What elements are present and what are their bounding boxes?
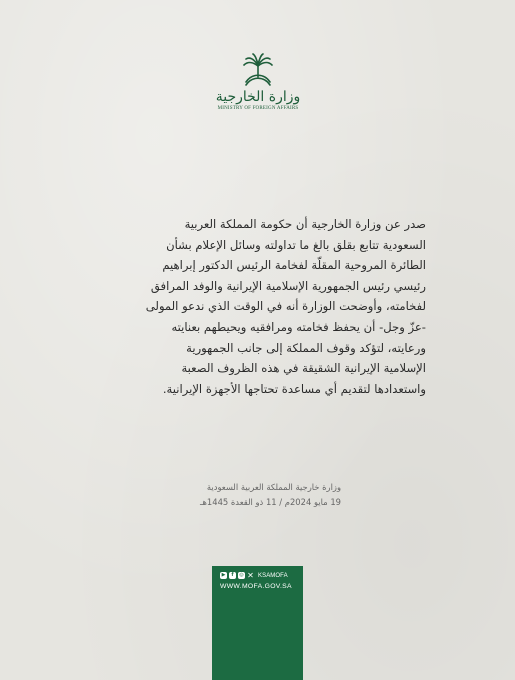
statement-line: صدر عن وزارة الخارجية أن حكومة المملكة العربية [184, 217, 426, 231]
statement-line: الطائرة المروحية المقلّة لفخامة الرئيس الدكتور إبراهيم [162, 258, 426, 273]
ministry-logo [215, 52, 301, 132]
ministry-name-arabic: وزارة الخارجية [215, 89, 301, 105]
youtube-icon[interactable]: ▶ [221, 572, 226, 578]
statement-line: رئيسي رئيس الجمهورية الإسلامية الإيرانية والوفد المرافق [150, 278, 426, 293]
signature-block [200, 480, 341, 510]
social-handle[interactable]: KSAMOFA [258, 572, 288, 579]
website-link[interactable]: WWW.MOFA.GOV.SA [220, 583, 292, 590]
statement-line: الإسلامية الإيرانية الشقيقة في هذه الظروف الصعبة [181, 361, 426, 376]
footer-contact-box [212, 566, 303, 680]
x-icon[interactable]: ✕ [247, 571, 254, 580]
facebook-icon[interactable]: f [229, 572, 236, 579]
ministry-name-english: MINISTRY OF FOREIGN AFFAIRS [217, 106, 299, 111]
statement-line: السعودية تتابع بقلق بالغ ما تداولته وسائل الإعلام بشأن [166, 237, 426, 252]
palm-and-swords-emblem-icon [238, 52, 278, 88]
statement-line: -عزّ وجل- أن يحفظ فخامته ومرافقيه ويحيطهم بعنايته [171, 319, 426, 334]
statement-line: لفخامته، وأوضحت الوزارة أنه في الوقت الذي ندعو المولى [145, 299, 426, 314]
social-links [220, 572, 297, 579]
instagram-icon[interactable]: ◎ [239, 572, 244, 578]
signature-date: 19 مايو 2024م / 11 ذو القعدة 1445هـ [200, 497, 341, 507]
statement-text [90, 214, 426, 399]
signature-issuer: وزارة خارجية المملكة العربية السعودية [206, 482, 341, 492]
statement-line: واستعدادها لتقديم أي مساعدة تحتاجها الأجهزة الإيرانية. [162, 381, 426, 396]
statement-line: ورعايته، لتؤكد وقوف المملكة إلى جانب الجمهورية [186, 340, 426, 355]
